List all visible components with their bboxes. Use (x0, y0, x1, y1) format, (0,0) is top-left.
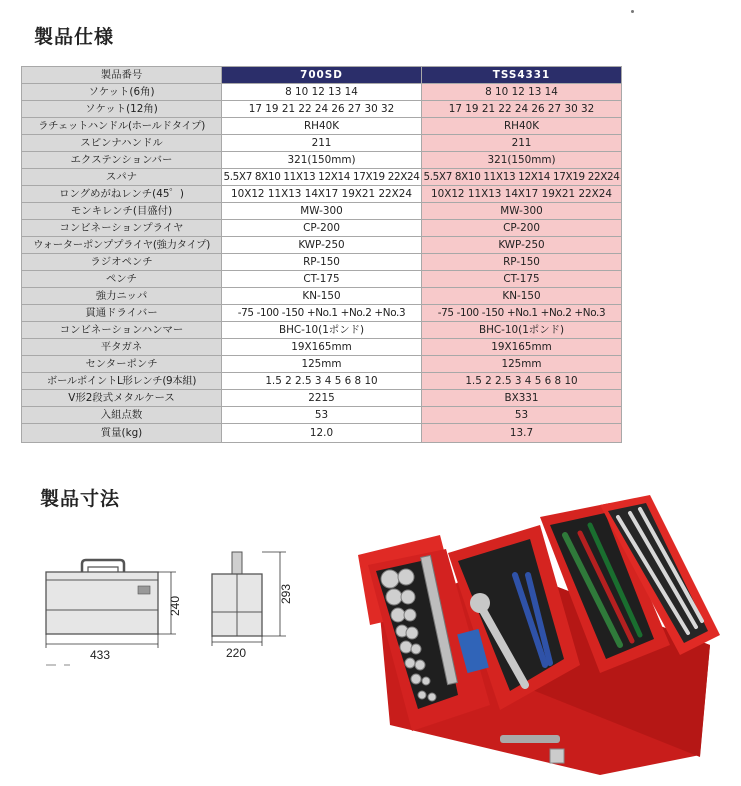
table-row (22, 135, 622, 152)
side-width-label: 220 (226, 646, 247, 660)
cell-700sd: 10X12 11X13 14X17 19X21 22X24 (222, 186, 422, 203)
cell-700sd: KWP-250 (222, 237, 422, 254)
row-label: ロングめがねレンチ(45゜) (22, 186, 222, 203)
cell-700sd: CT-175 (222, 271, 422, 288)
cell-tss4331: 5.5X7 8X10 11X13 12X14 17X19 22X24 (422, 169, 622, 186)
table-row (22, 254, 622, 271)
cell-tss4331: 10X12 11X13 14X17 19X21 22X24 (422, 186, 622, 203)
front-height-label: 240 (168, 595, 182, 616)
table-header-row (22, 67, 622, 84)
cell-tss4331: CT-175 (422, 271, 622, 288)
row-label: エクステンションバー (22, 152, 222, 169)
row-label: ウォーターポンププライヤ(強力タイプ) (22, 237, 222, 254)
table-row (22, 152, 622, 169)
cell-700sd: 211 (222, 135, 422, 152)
row-label: 入組点数 (22, 407, 222, 424)
row-label: モンキレンチ(目盛付) (22, 203, 222, 220)
cell-tss4331: 13.7 (422, 424, 622, 443)
table-row (22, 322, 622, 339)
cell-700sd: 5.5X7 8X10 11X13 12X14 17X19 22X24 (222, 169, 422, 186)
cell-700sd: -75 -100 -150 +No.1 +No.2 +No.3 (222, 305, 422, 322)
cell-tss4331: KWP-250 (422, 237, 622, 254)
table-row (22, 271, 622, 288)
header-col-tss4331: TSS4331 (422, 67, 622, 84)
cell-tss4331: KN-150 (422, 288, 622, 305)
row-label: V形2段式メタルケース (22, 390, 222, 407)
cell-tss4331: 53 (422, 407, 622, 424)
row-label: スピンナハンドル (22, 135, 222, 152)
cell-700sd: 2215 (222, 390, 422, 407)
cell-700sd: 8 10 12 13 14 (222, 84, 422, 101)
spec-heading: 製品仕様 (34, 26, 115, 48)
cell-700sd: 1.5 2 2.5 3 4 5 6 8 10 (222, 373, 422, 390)
stray-dot (631, 10, 634, 13)
row-label: ラチェットハンドル(ホールドタイプ) (22, 118, 222, 135)
table-row (22, 305, 622, 322)
row-label: ボールポイントL形レンチ(9本組) (22, 373, 222, 390)
table-row (22, 288, 622, 305)
row-label: ソケット(6角) (22, 84, 222, 101)
toolbox-photo (350, 495, 730, 780)
table-row (22, 169, 622, 186)
row-label: 平タガネ (22, 339, 222, 356)
front-view-drawing (46, 560, 182, 665)
cell-700sd: 17 19 21 22 24 26 27 30 32 (222, 101, 422, 118)
cell-700sd: 53 (222, 407, 422, 424)
dimension-drawings (0, 520, 330, 680)
cell-700sd: 12.0 (222, 424, 422, 443)
row-label: ペンチ (22, 271, 222, 288)
table-row (22, 220, 622, 237)
table-row (22, 101, 622, 118)
row-label: センターポンチ (22, 356, 222, 373)
table-row (22, 84, 622, 101)
side-height-label: 293 (279, 583, 293, 604)
cell-tss4331: 125mm (422, 356, 622, 373)
table-row (22, 186, 622, 203)
cell-tss4331: 321(150mm) (422, 152, 622, 169)
cell-tss4331: BX331 (422, 390, 622, 407)
table-row (22, 373, 622, 390)
header-label: 製品番号 (22, 67, 222, 84)
spec-table-body (22, 84, 622, 443)
table-row (22, 118, 622, 135)
cell-700sd: 125mm (222, 356, 422, 373)
table-row (22, 237, 622, 254)
table-row (22, 424, 622, 443)
table-row (22, 356, 622, 373)
front-width-label: 433 (90, 648, 111, 662)
cell-tss4331: 17 19 21 22 24 26 27 30 32 (422, 101, 622, 118)
table-row (22, 203, 622, 220)
row-label: コンビネーションプライヤ (22, 220, 222, 237)
cell-tss4331: 19X165mm (422, 339, 622, 356)
cell-tss4331: CP-200 (422, 220, 622, 237)
row-label: 質量(kg) (22, 424, 222, 443)
header-col-700sd: 700SD (222, 67, 422, 84)
cell-700sd: RH40K (222, 118, 422, 135)
cell-tss4331: 8 10 12 13 14 (422, 84, 622, 101)
table-row (22, 390, 622, 407)
cell-700sd: CP-200 (222, 220, 422, 237)
cell-tss4331: BHC-10(1ポンド) (422, 322, 622, 339)
dimensions-heading: 製品寸法 (40, 488, 121, 510)
cell-tss4331: RH40K (422, 118, 622, 135)
cell-700sd: 321(150mm) (222, 152, 422, 169)
table-row (22, 407, 622, 424)
row-label: スパナ (22, 169, 222, 186)
cell-tss4331: MW-300 (422, 203, 622, 220)
cell-tss4331: 211 (422, 135, 622, 152)
cell-700sd: 19X165mm (222, 339, 422, 356)
row-label: 強力ニッパ (22, 288, 222, 305)
cell-700sd: BHC-10(1ポンド) (222, 322, 422, 339)
cell-700sd: MW-300 (222, 203, 422, 220)
row-label: コンビネーションハンマー (22, 322, 222, 339)
side-view-drawing (212, 552, 293, 660)
cell-700sd: KN-150 (222, 288, 422, 305)
row-label: ソケット(12角) (22, 101, 222, 118)
cell-tss4331: -75 -100 -150 +No.1 +No.2 +No.3 (422, 305, 622, 322)
row-label: 貫通ドライバー (22, 305, 222, 322)
cell-700sd: RP-150 (222, 254, 422, 271)
cell-tss4331: 1.5 2 2.5 3 4 5 6 8 10 (422, 373, 622, 390)
table-row (22, 339, 622, 356)
row-label: ラジオペンチ (22, 254, 222, 271)
spec-table (21, 66, 622, 443)
cell-tss4331: RP-150 (422, 254, 622, 271)
